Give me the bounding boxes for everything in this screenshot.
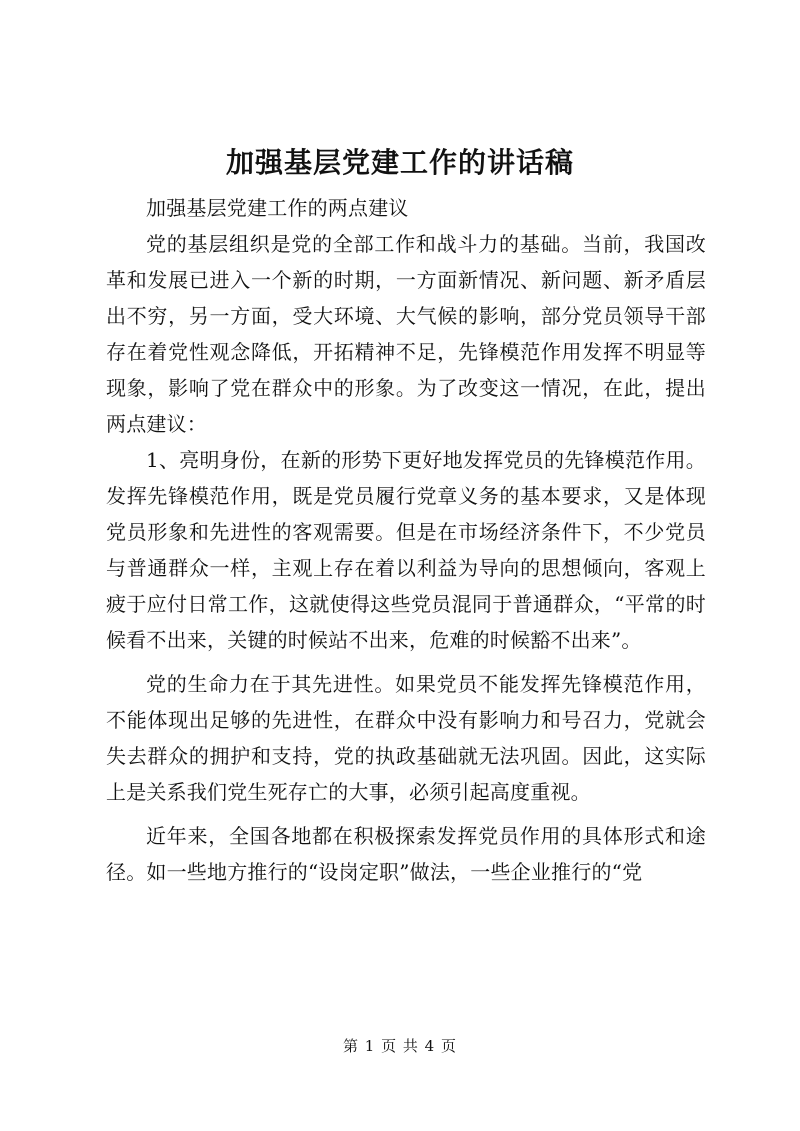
recent-years-paragraph: 近年来，全国各地都在积极探索发挥党员作用的具体形式和途径。如一些地方推行的“设岗定职”做法，一些企业推行的“党: [106, 824, 706, 884]
subtitle-paragraph: 加强基层党建工作的两点建议: [146, 196, 409, 220]
point-one-paragraph: 1、亮明身份，在新的形势下更好地发挥党员的先锋模范作用。发挥先锋模范作用，既是党员履行党章义务的基本要求，又是体现党员形象和先进性的客观需要。但是在市场经济条件下，不少党员与普通群众一样，主观上存在着以利益为导向的思想倾向，客观上疲于应付日常工作，这就使得这些党员混同于普通群众，“平常的时候看不出来，关键的时候站不出来，危难的时候豁不出来”。: [106, 448, 706, 652]
document-body: [106, 190, 706, 890]
document-title: 加强基层党建工作的讲话稿: [225, 146, 574, 179]
intro-paragraph: 党的基层组织是党的全部工作和战斗力的基础。当前，我国改革和发展已进入一个新的时期，一方面新情况、新问题、新矛盾层出不穷，另一方面，受大环境、大气候的影响，部分党员领导干部存在着党性观念降低，开拓精神不足，先锋模范作用发挥不明显等现象，影响了党在群众中的形象。为了改变这一情况，在此，提出两点建议：: [106, 232, 706, 436]
page-footer: 第 1 页 共 4 页: [343, 1037, 457, 1055]
vitality-paragraph: 党的生命力在于其先进性。如果党员不能发挥先锋模范作用，不能体现出足够的先进性，在群众中没有影响力和号召力，党就会失去群众的拥护和支持，党的执政基础就无法巩固。因此，这实际上是关系我们党生死存亡的大事，必须引起高度重视。: [106, 672, 706, 804]
